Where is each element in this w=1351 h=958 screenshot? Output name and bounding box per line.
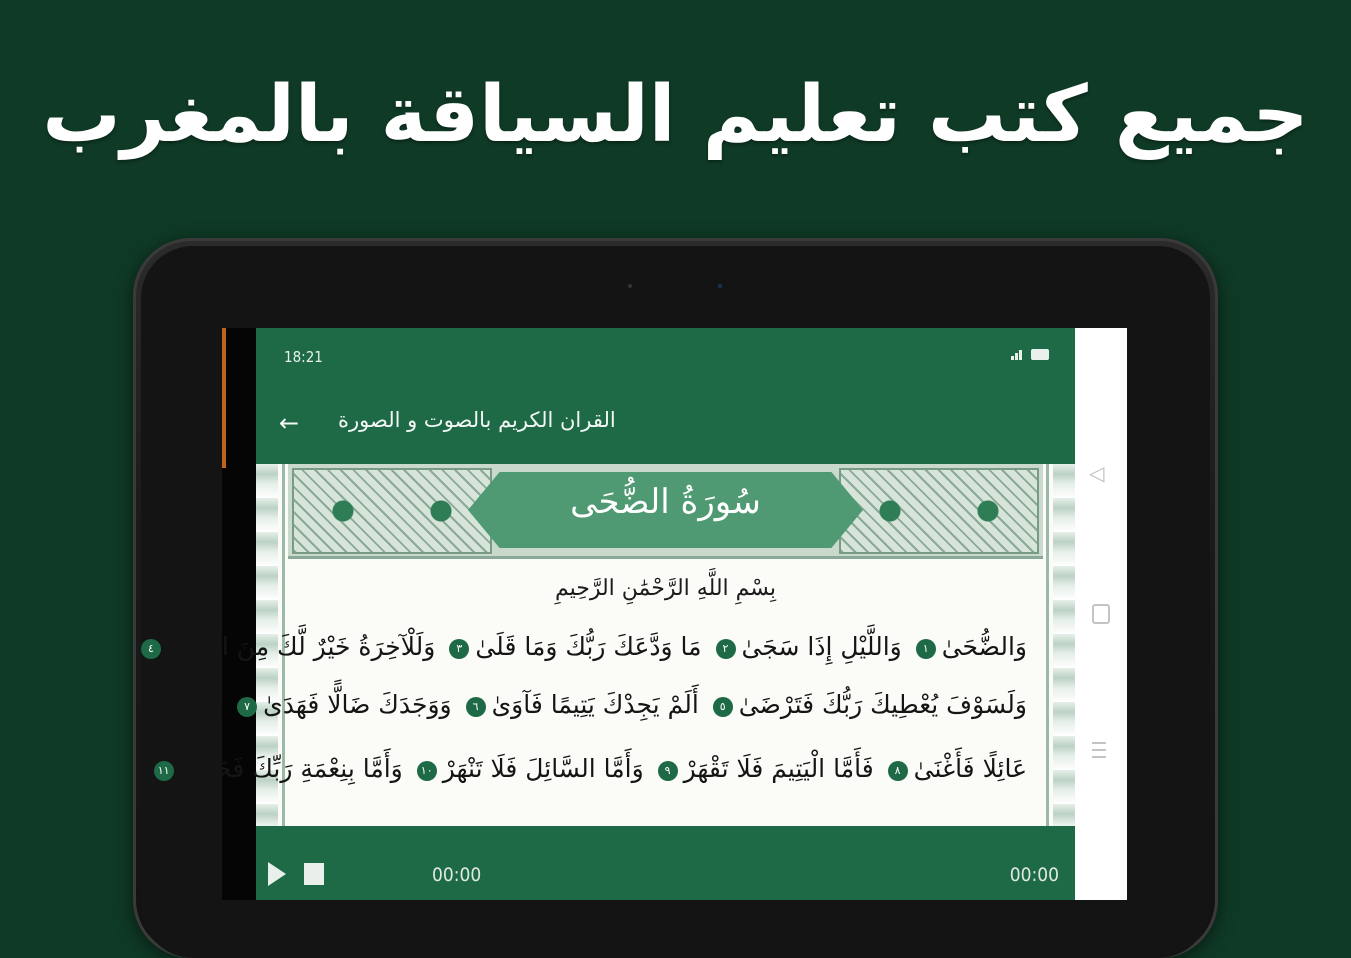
- surah-title: سُورَةُ الضُّحَى: [570, 482, 761, 522]
- verse-text[interactable]: وَالضُّحَىٰ: [941, 632, 1027, 661]
- edge-accent: [222, 328, 226, 468]
- nav-menu-icon[interactable]: [1092, 742, 1106, 763]
- verse-text[interactable]: وَوَجَدَكَ: [149, 690, 224, 719]
- page-border-right: [1053, 464, 1075, 826]
- stop-icon[interactable]: [304, 863, 324, 885]
- verse-line: [149, 690, 1027, 719]
- verse-text[interactable]: وَاللَّيْلِ إِذَا سَجَىٰ: [741, 632, 902, 661]
- verse-text[interactable]: وَوَجَدَكَ ضَالًّا فَهَدَىٰ: [263, 690, 452, 719]
- ayah-number-marker: ٣: [449, 639, 469, 659]
- page-border-line-right: [1046, 464, 1049, 826]
- toolbar-title: القران الكريم بالصوت و الصورة: [338, 408, 616, 432]
- ayah-number-marker: ٨: [888, 761, 908, 781]
- tablet-sensor: [628, 284, 632, 288]
- status-bar: [256, 328, 1075, 386]
- ayah-number-marker: ٤: [141, 639, 161, 659]
- nav-home-icon[interactable]: [1092, 604, 1110, 624]
- play-icon[interactable]: [268, 862, 286, 886]
- verse-text[interactable]: وَأَمَّا السَّائِلَ فَلَا تَنْهَرْ: [442, 754, 644, 783]
- surah-banner: [288, 464, 1043, 559]
- nav-back-icon[interactable]: ◁: [1089, 461, 1105, 485]
- verse-text[interactable]: أَلَمْ يَجِدْكَ يَتِيمًا فَآوَىٰ: [491, 690, 699, 719]
- tablet-screen: [148, 328, 1127, 900]
- ayah-number-marker: ٧: [237, 697, 257, 717]
- ayah-number-marker: ١١: [154, 761, 174, 781]
- verse-line: [148, 632, 1027, 661]
- duration-time: 00:00: [1009, 864, 1059, 886]
- tablet-camera: [718, 284, 722, 288]
- ayah-number-marker: ٢: [716, 639, 736, 659]
- banner-ornament-left: [292, 468, 492, 554]
- app-toolbar: [256, 386, 1075, 464]
- verse-text[interactable]: فَأَمَّا الْيَتِيمَ فَلَا تَقْهَرْ: [683, 754, 874, 783]
- mushaf-page[interactable]: [148, 464, 1075, 826]
- banner-ornament-right: [839, 468, 1039, 554]
- verse-line: [157, 754, 1027, 783]
- verse-text[interactable]: عَائِلًا فَأَغْنَىٰ: [913, 754, 1027, 783]
- verse-text[interactable]: مَا وَدَّعَكَ رَبُّكَ وَمَا قَلَىٰ: [475, 632, 702, 661]
- quran-app: [148, 328, 1075, 900]
- status-icons: [1011, 348, 1049, 360]
- current-time: 00:00: [432, 864, 482, 886]
- arrow-back-icon[interactable]: ←: [278, 409, 300, 437]
- ayah-number-marker: ٩: [658, 761, 678, 781]
- screen-left-edge: [222, 328, 256, 900]
- promo-headline: جميع كتب تعليم السياقة بالمغرب: [42, 70, 1309, 160]
- system-nav-bar: [1075, 328, 1127, 900]
- basmala: بِسْمِ اللَّهِ الرَّحْمَٰنِ الرَّحِيمِ: [554, 576, 777, 601]
- verse-text[interactable]: وَأَمَّا بِنِعْمَةِ رَبِّكَ فَحَدِّثْ: [179, 754, 403, 783]
- audio-player: [256, 826, 1075, 900]
- ayah-number-marker: ٥: [713, 697, 733, 717]
- verse-text[interactable]: وَلَلْآخِرَةُ خَيْرٌ لَّكَ مِنَ الْأُولَىٰ: [167, 632, 436, 661]
- signal-icon: [1011, 348, 1025, 360]
- ayah-number-marker: ١٠: [417, 761, 437, 781]
- status-time: 18:21: [284, 348, 323, 366]
- ayah-number-marker: ٦: [466, 697, 486, 717]
- battery-icon: [1031, 349, 1049, 360]
- verse-text[interactable]: وَلَسَوْفَ يُعْطِيكَ رَبُّكَ فَتَرْضَىٰ: [738, 690, 1027, 719]
- ayah-number-marker: ١: [916, 639, 936, 659]
